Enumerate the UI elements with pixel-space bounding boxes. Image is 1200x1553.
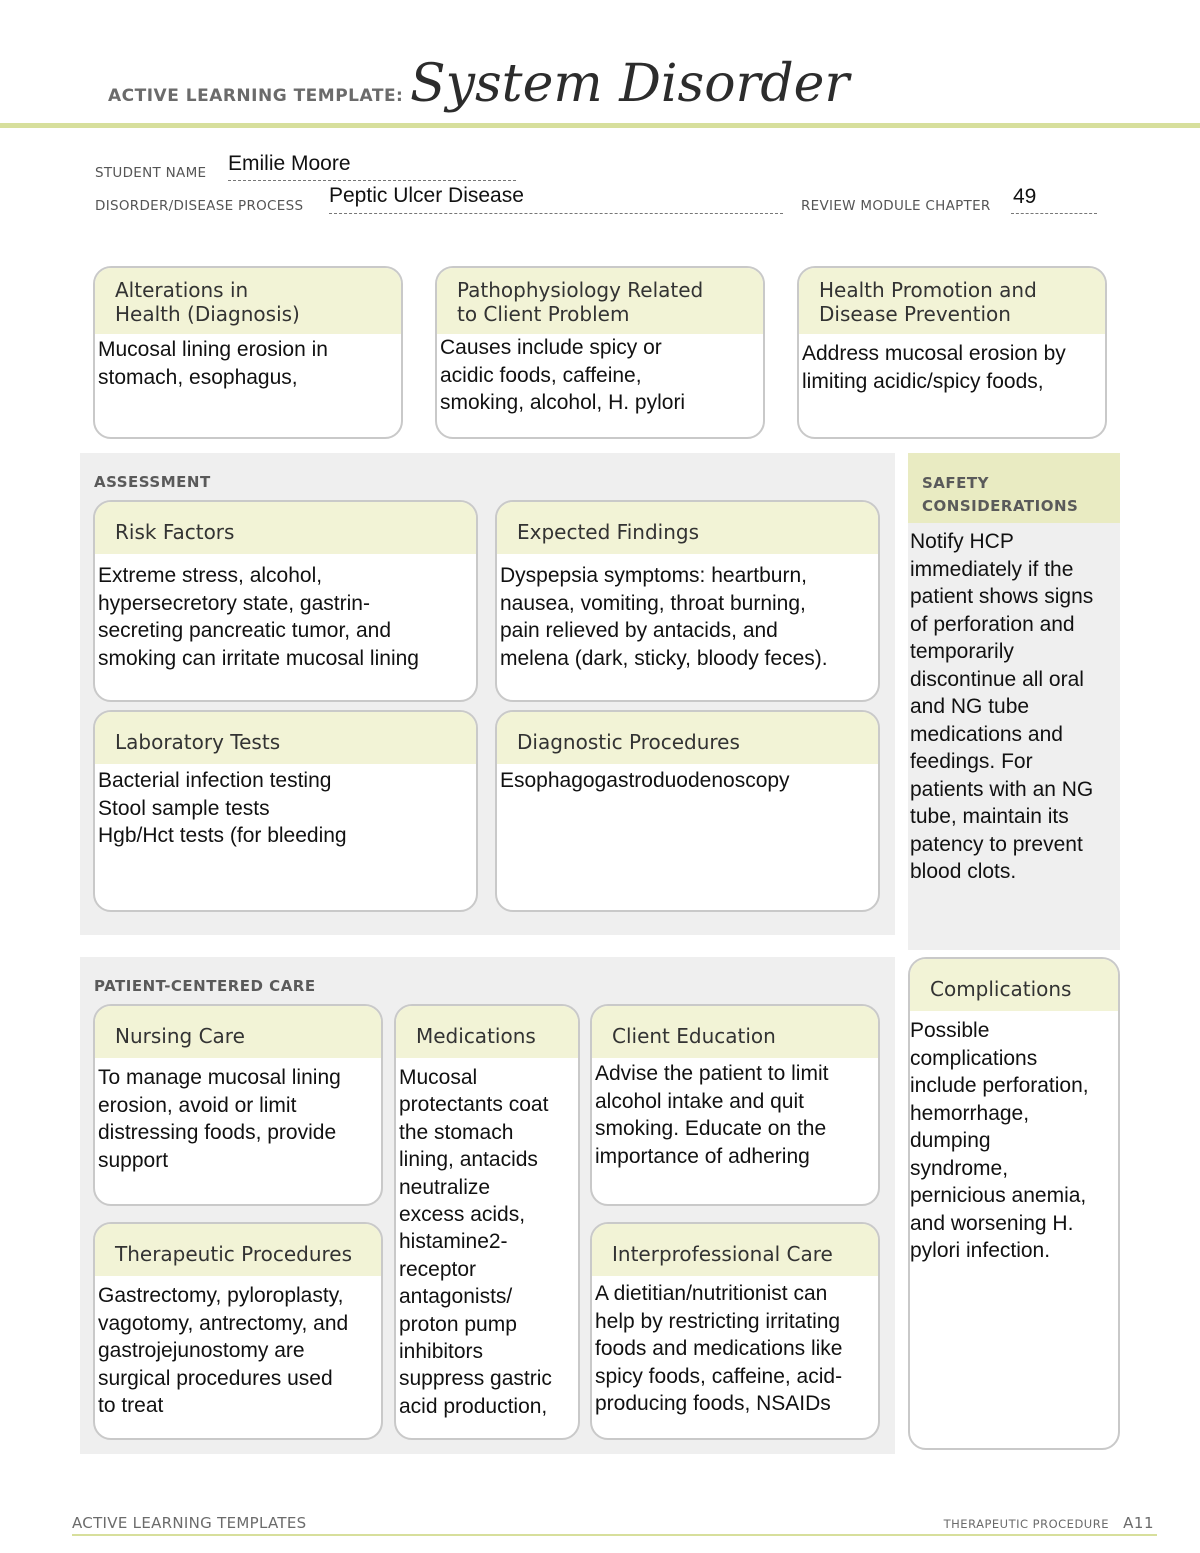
expected-findings-text[interactable]: Dyspepsia symptoms: heartburn, nausea, vomiting, throat burning, pain relieved by antacids, and melena (dark, sticky, bloody feces). [500, 564, 828, 670]
disorder-label: DISORDER/DISEASE PROCESS [95, 198, 304, 214]
nursing-care-box [93, 1004, 383, 1206]
header-divider [0, 123, 1200, 128]
disorder-underline [329, 213, 783, 214]
risk-factors-text[interactable]: Extreme stress, alcohol, hypersecretory state, gastrin- secreting pancreatic tumor, and smoking can irritate mucosal lining [98, 564, 419, 670]
diagnostic-procedures-box [495, 710, 880, 912]
interprofessional-care-text[interactable]: A dietitian/nutritionist can help by restricting irritating foods and medications like spicy foods, caffeine, acid- producing foods, NSAIDs [595, 1282, 843, 1415]
medications-title: Medications [396, 1006, 578, 1058]
footer-section-label: THERAPEUTIC PROCEDURE [943, 1517, 1109, 1531]
footer-right [944, 1514, 1154, 1532]
complications-text[interactable]: Possible complications include perforation, hemorrhage, dumping syndrome, pernicious anemia, and worsening H. pylori infection. [910, 1019, 1089, 1262]
student-name-label: STUDENT NAME [95, 165, 207, 181]
pathophysiology-text[interactable]: Causes include spicy or acidic foods, caffeine, smoking, alcohol, H. pylori [440, 336, 686, 414]
pathophysiology-title: Pathophysiology Related to Client Problem [437, 268, 763, 334]
safety-text[interactable]: Notify HCP immediately if the patient shows signs of perforation and temporarily discontinue all oral and NG tube medications and feedings. For patients with an NG tube, maintain its patency to prevent blood clots. [910, 530, 1094, 883]
student-name-underline [228, 180, 516, 181]
assessment-section-title: ASSESSMENT [94, 473, 211, 491]
chapter-label: REVIEW MODULE CHAPTER [801, 198, 991, 214]
nursing-care-title: Nursing Care [95, 1006, 381, 1058]
diagnostic-procedures-text[interactable]: Esophagogastroduodenoscopy [500, 769, 790, 792]
chapter-value[interactable]: 49 [1013, 185, 1037, 208]
health-promotion-box [797, 266, 1107, 439]
laboratory-tests-text[interactable]: Bacterial infection testing Stool sample tests Hgb/Hct tests (for bleeding [98, 769, 347, 847]
interprofessional-care-box [590, 1222, 880, 1440]
chapter-underline [1011, 213, 1097, 214]
alterations-in-health-text[interactable]: Mucosal lining erosion in stomach, esophagus, [98, 338, 328, 389]
expected-findings-title: Expected Findings [497, 502, 878, 554]
risk-factors-title: Risk Factors [95, 502, 476, 554]
laboratory-tests-title: Laboratory Tests [95, 712, 476, 764]
student-name-value[interactable]: Emilie Moore [228, 152, 351, 175]
therapeutic-procedures-title: Therapeutic Procedures [95, 1224, 381, 1276]
pathophysiology-box [435, 266, 765, 439]
footer-divider [72, 1534, 1157, 1536]
footer-left-label: ACTIVE LEARNING TEMPLATES [72, 1514, 307, 1532]
template-label: ACTIVE LEARNING TEMPLATE: [108, 86, 404, 106]
risk-factors-box [93, 500, 478, 702]
client-education-title: Client Education [592, 1006, 878, 1058]
alterations-in-health-box [93, 266, 403, 439]
footer-page-number: A11 [1123, 1514, 1154, 1532]
safety-title: SAFETY CONSIDERATIONS [922, 474, 1079, 515]
health-promotion-text[interactable]: Address mucosal erosion by limiting acidic/spicy foods, [802, 342, 1066, 393]
interprofessional-care-title: Interprofessional Care [592, 1224, 878, 1276]
patient-centered-care-title: PATIENT-CENTERED CARE [94, 977, 316, 995]
expected-findings-box [495, 500, 880, 702]
therapeutic-procedures-text[interactable]: Gastrectomy, pyloroplasty, vagotomy, antrectomy, and gastrojejunostomy are surgical procedures used to treat [98, 1284, 349, 1417]
complications-title: Complications [910, 959, 1118, 1011]
therapeutic-procedures-box [93, 1222, 383, 1440]
medications-text[interactable]: Mucosal protectants coat the stomach lining, antacids neutralize excess acids, histamine2- receptor antagonists/ proton pump inhibitors suppress gastric acid production, [399, 1066, 552, 1418]
alterations-in-health-title: Alterations in Health (Diagnosis) [95, 268, 401, 334]
disorder-value[interactable]: Peptic Ulcer Disease [329, 184, 524, 207]
page-title: System Disorder [410, 54, 850, 114]
laboratory-tests-box [93, 710, 478, 912]
diagnostic-procedures-title: Diagnostic Procedures [497, 712, 878, 764]
medications-box [394, 1004, 580, 1440]
client-education-box [590, 1004, 880, 1206]
client-education-text[interactable]: Advise the patient to limit alcohol intake and quit smoking. Educate on the importance of adhering [595, 1062, 829, 1168]
nursing-care-text[interactable]: To manage mucosal lining erosion, avoid or limit distressing foods, provide support [98, 1066, 341, 1172]
health-promotion-title: Health Promotion and Disease Prevention [799, 268, 1105, 334]
complications-box [908, 957, 1120, 1450]
